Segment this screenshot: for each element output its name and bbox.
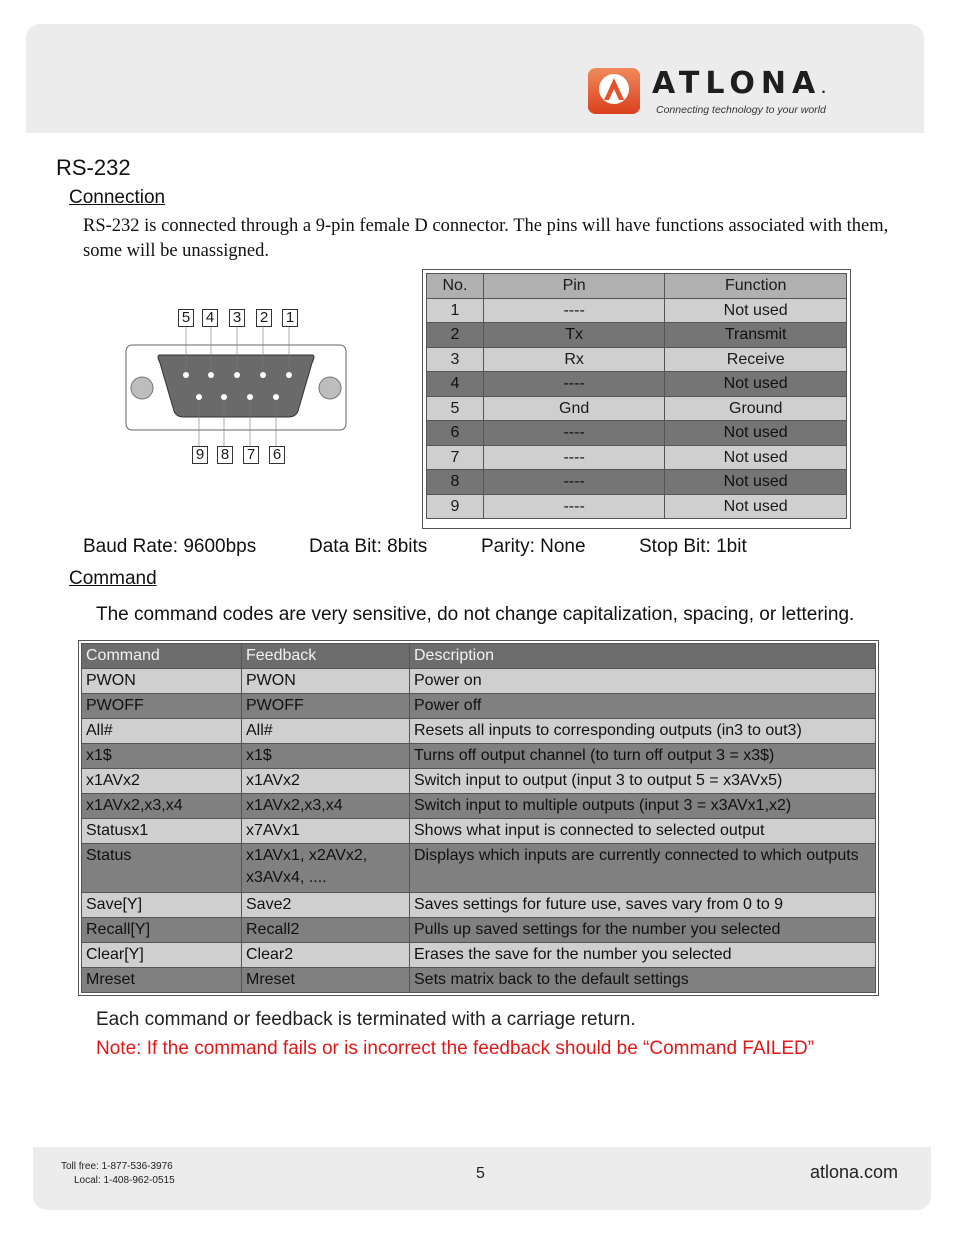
pin-table-header-cell: Pin (483, 274, 664, 299)
pin-table-cell: Rx (483, 347, 664, 372)
command-table-cell: x1AVx2 (82, 769, 242, 794)
command-table-cell: Clear[Y] (82, 943, 242, 968)
command-table-cell: Save2 (242, 893, 410, 918)
command-intro: The command codes are very sensitive, do not change capitalization, spacing, or lettering. (96, 604, 855, 625)
pin-table (426, 273, 847, 519)
pin-dot (234, 372, 240, 378)
pin-table-cell: Ground (665, 396, 847, 421)
command-table-cell: Pulls up saved settings for the number you selected (410, 918, 876, 943)
pin-table-cell: Gnd (483, 396, 664, 421)
pin-table-cell: 5 (427, 396, 484, 421)
pin-table-cell: ---- (483, 494, 664, 519)
pin-table-row (427, 323, 847, 348)
pin-table-row (427, 347, 847, 372)
command-table-cell: Erases the save for the number you selected (410, 943, 876, 968)
command-table-cell: PWON (82, 669, 242, 694)
command-table-cell: Switch input to multiple outputs (input 3 = x3AVx1,x2) (410, 794, 876, 819)
command-table-cell: Statusx1 (82, 819, 242, 844)
pin-label: 2 (256, 309, 272, 327)
pin-table-cell: 9 (427, 494, 484, 519)
command-table-cell: x7AVx1 (242, 819, 410, 844)
db9-connector-diagram (120, 305, 355, 470)
command-table-row (82, 844, 876, 893)
command-table-cell: Status (82, 844, 242, 893)
command-table-cell: Resets all inputs to corresponding outputs (in3 to out3) (410, 719, 876, 744)
command-table-header (82, 644, 876, 669)
pin-table-cell: Transmit (665, 323, 847, 348)
command-table-row (82, 769, 876, 794)
pin-label: 1 (282, 309, 298, 327)
command-table-cell: PWOFF (242, 694, 410, 719)
pin-table-cell: Tx (483, 323, 664, 348)
pin-table-cell: 1 (427, 298, 484, 323)
pin-dot (221, 394, 227, 400)
website-link[interactable]: atlona.com (810, 1162, 899, 1182)
pin-table-cell: Not used (665, 470, 847, 495)
brand-tagline: Connecting technology to your world (656, 104, 826, 116)
pin-table-header-cell: Function (665, 274, 847, 299)
command-table-cell: x1$ (82, 744, 242, 769)
pin-table-cell: ---- (483, 445, 664, 470)
pin-table-cell: ---- (483, 298, 664, 323)
atlona-logo (586, 64, 886, 118)
command-table-cell: x1$ (242, 744, 410, 769)
command-table-row (82, 893, 876, 918)
command-table-cell: Saves settings for future use, saves vary from 0 to 9 (410, 893, 876, 918)
pin-table-frame (422, 269, 851, 529)
command-table-cell: Switch input to output (input 3 to output 5 = x3AVx5) (410, 769, 876, 794)
command-table-cell: Clear2 (242, 943, 410, 968)
pin-table-cell: 4 (427, 372, 484, 397)
pin-dot (196, 394, 202, 400)
command-table-cell: Recall[Y] (82, 918, 242, 943)
command-table-cell: All# (82, 719, 242, 744)
command-table-cell: Displays which inputs are currently connected to which outputs (410, 844, 876, 893)
command-table-frame (78, 640, 879, 996)
command-table-cell: Power off (410, 694, 876, 719)
pin-table-cell: ---- (483, 372, 664, 397)
failure-note: Note: If the command fails or is incorrect the feedback should be “Command FAILED” (96, 1038, 815, 1059)
command-table-cell: PWOFF (82, 694, 242, 719)
data-bit: Data Bit: 8bits (309, 536, 428, 557)
pin-label: 8 (217, 446, 233, 464)
command-table-row (82, 943, 876, 968)
command-table-cell: x1AVx2 (242, 769, 410, 794)
pin-label: 7 (243, 446, 259, 464)
pin-table-cell: ---- (483, 421, 664, 446)
command-table (81, 643, 876, 993)
pin-table-row (427, 298, 847, 323)
pin-label: 9 (192, 446, 208, 464)
command-table-cell: x1AVx2,x3,x4 (82, 794, 242, 819)
connection-heading: Connection (69, 187, 166, 208)
command-table-row (82, 794, 876, 819)
command-table-cell: x1AVx1, x2AVx2, x3AVx4, .... (242, 844, 410, 893)
command-table-cell: Mreset (82, 968, 242, 993)
pin-dot (286, 372, 292, 378)
atlona-logo-icon (586, 64, 642, 118)
command-table-cell: Turns off output channel (to turn off output 3 = x3$) (410, 744, 876, 769)
command-table-cell: x1AVx2,x3,x4 (242, 794, 410, 819)
pin-table-cell: Not used (665, 494, 847, 519)
pin-table-row (427, 372, 847, 397)
pin-table-cell: Not used (665, 445, 847, 470)
command-table-cell: Shows what input is connected to selected output (410, 819, 876, 844)
pin-table-cell: ---- (483, 470, 664, 495)
pin-table-cell: 8 (427, 470, 484, 495)
pin-table-row (427, 470, 847, 495)
command-table-cell: Recall2 (242, 918, 410, 943)
pin-dot (273, 394, 279, 400)
command-table-row (82, 719, 876, 744)
local-phone: Local: 1-408-962-0515 (74, 1175, 175, 1186)
pin-dot (247, 394, 253, 400)
pin-table-cell: 3 (427, 347, 484, 372)
command-table-row (82, 669, 876, 694)
pin-table-header (427, 274, 847, 299)
pin-label: 4 (202, 309, 218, 327)
stop-bit: Stop Bit: 1bit (639, 536, 747, 557)
command-table-row (82, 694, 876, 719)
connection-text: RS-232 is connected through a 9-pin female D connector. The pins will have functions associated with them, some will be unassigned. (83, 216, 889, 261)
command-table-cell: All# (242, 719, 410, 744)
brand-name: ATLONA (652, 66, 822, 101)
pin-table-cell: Receive (665, 347, 847, 372)
command-table-cell: PWON (242, 669, 410, 694)
toll-free: Toll free: 1-877-536-3976 (61, 1161, 173, 1172)
command-table-row (82, 968, 876, 993)
pin-table-cell: Not used (665, 298, 847, 323)
baud-rate: Baud Rate: 9600bps (83, 536, 257, 557)
command-table-cell: Mreset (242, 968, 410, 993)
pin-table-cell: Not used (665, 372, 847, 397)
pin-table-cell: 7 (427, 445, 484, 470)
command-table-cell: Power on (410, 669, 876, 694)
pin-table-row (427, 445, 847, 470)
command-table-header-cell: Feedback (242, 644, 410, 669)
command-table-row (82, 744, 876, 769)
command-table-row (82, 918, 876, 943)
pin-table-cell: 6 (427, 421, 484, 446)
command-table-header-cell: Command (82, 644, 242, 669)
command-heading: Command (69, 568, 157, 589)
command-table-cell: Save[Y] (82, 893, 242, 918)
pin-table-row (427, 494, 847, 519)
db9-connector-shape (120, 305, 355, 470)
pin-dot (208, 372, 214, 378)
page-number: 5 (476, 1165, 485, 1182)
terminator-note: Each command or feedback is terminated with a carriage return. (96, 1009, 636, 1030)
pin-table-row (427, 421, 847, 446)
command-table-cell: Sets matrix back to the default settings (410, 968, 876, 993)
pin-dot (260, 372, 266, 378)
brand-mark: . (821, 82, 826, 96)
pin-table-header-cell: No. (427, 274, 484, 299)
pin-table-row (427, 396, 847, 421)
pin-table-cell: 2 (427, 323, 484, 348)
pin-dot (183, 372, 189, 378)
section-title: RS-232 (56, 155, 131, 180)
command-table-row (82, 819, 876, 844)
pin-table-cell: Not used (665, 421, 847, 446)
pin-label: 5 (178, 309, 194, 327)
parity: Parity: None (481, 536, 586, 557)
pin-label: 3 (229, 309, 245, 327)
command-table-header-cell: Description (410, 644, 876, 669)
pin-label: 6 (269, 446, 285, 464)
